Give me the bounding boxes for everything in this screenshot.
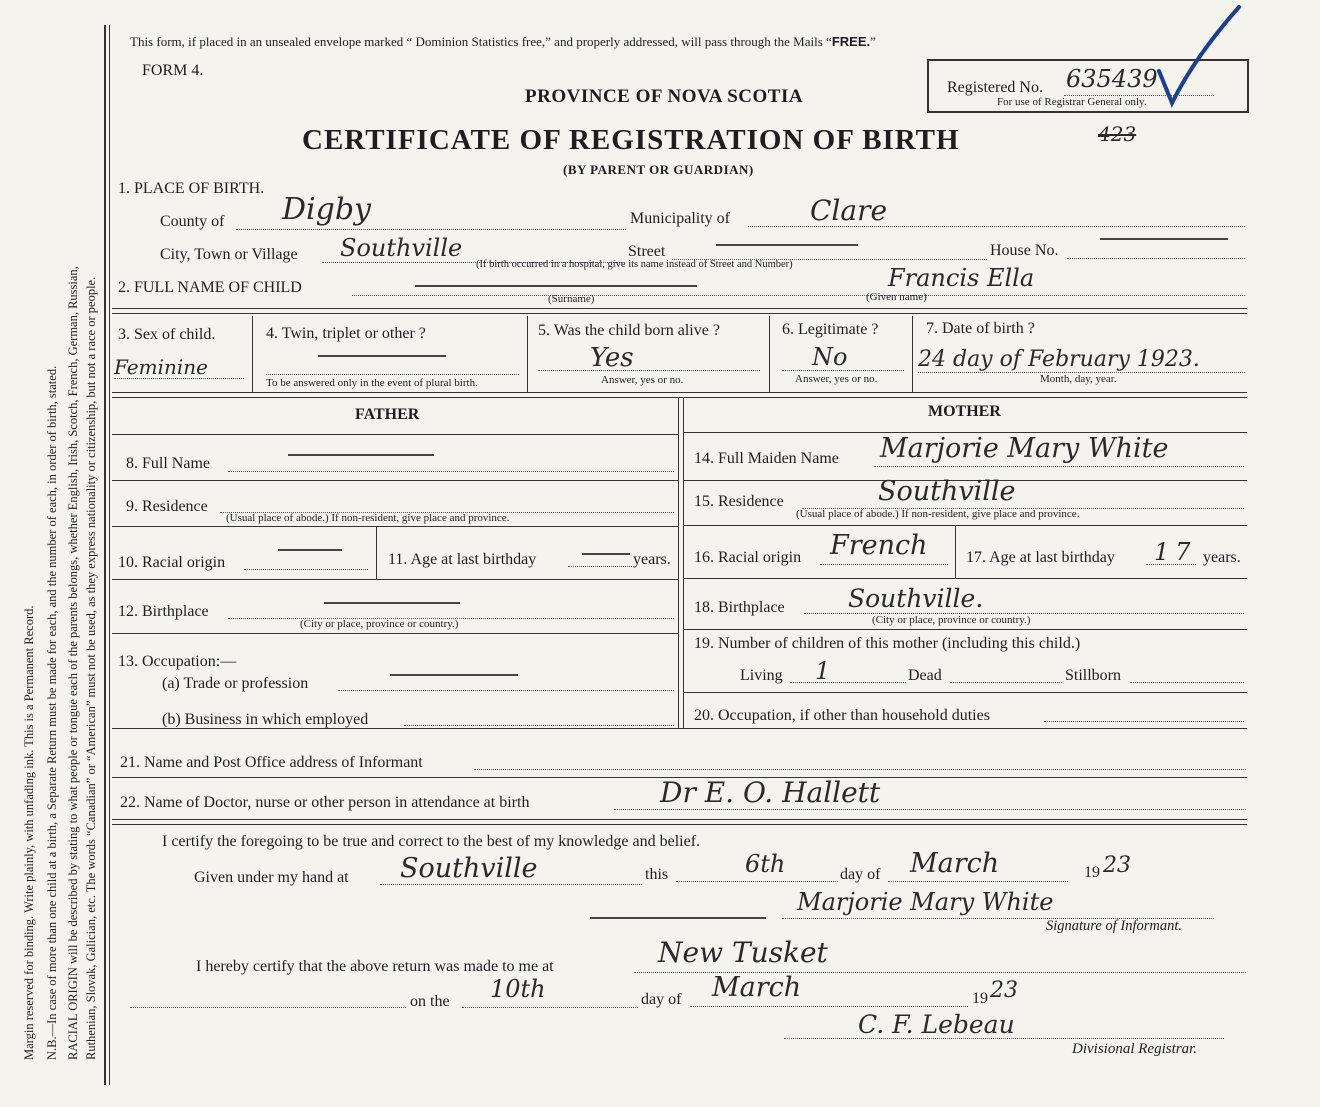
informant-signature: Marjorie Mary White [797, 888, 1054, 916]
informant-label: 21. Name and Post Office address of Informant [120, 754, 423, 771]
mother-birthplace-value: Southville. [848, 584, 984, 613]
mother-age-label: 17. Age at last birthday [966, 549, 1115, 566]
mother-dead-label: Dead [908, 667, 942, 684]
twin-note: To be answered only in the event of plural birth. [266, 377, 478, 389]
certificate-title: CERTIFICATE OF REGISTRATION OF BIRTH [302, 124, 960, 156]
given-name-caption: (Given name) [866, 291, 927, 303]
father-residence-note: (Usual place of abode.) If non-resident, give place and province. [226, 512, 510, 524]
mother-birthplace-note: (City or place, province or country.) [872, 614, 1031, 626]
doctor-value: Dr E. O. Hallett [660, 776, 881, 809]
registered-box [927, 59, 1249, 113]
registrar-place: New Tusket [658, 936, 828, 969]
alive-value: Yes [590, 343, 634, 373]
signature-caption: Signature of Informant. [1046, 918, 1183, 934]
binding-rule [104, 25, 106, 1085]
mother-residence-note: (Usual place of abode.) If non-resident, give place and province. [796, 508, 1080, 520]
doctor-label: 22. Name of Doctor, nurse or other person in attendance at birth [120, 794, 530, 811]
mother-racial-label: 16. Racial origin [694, 549, 802, 566]
dob-note: Month, day, year. [1040, 373, 1117, 385]
month-value: March [910, 848, 1000, 879]
margin-note-1: Margin reserved for binding. Write plainly, with unfading ink. This is a Permanent Record. [22, 605, 36, 1060]
municipality-label: Municipality of [630, 210, 730, 227]
registrar-note: For use of Registrar General only. [997, 96, 1147, 108]
registrar-signature: C. F. Lebeau [858, 1010, 1015, 1039]
father-residence-label: 9. Residence [126, 498, 208, 515]
registered-number: 635439 [1066, 65, 1158, 93]
mother-maiden-label: 14. Full Maiden Name [694, 450, 839, 467]
mother-residence-value: Southville [878, 476, 1016, 507]
year-value: 23 [1103, 853, 1131, 878]
father-age-label: 11. Age at last birthday [388, 551, 537, 568]
mother-residence-label: 15. Residence [694, 493, 784, 510]
this-label: this [645, 866, 669, 883]
mother-living-label: Living [740, 667, 783, 684]
mother-occupation-label: 20. Occupation, if other than household duties [694, 707, 990, 724]
mother-children-label: 19. Number of children of this mother (including this child.) [694, 635, 1081, 652]
legitimate-note: Answer, yes or no. [795, 373, 878, 385]
year-prefix: 19 [1084, 864, 1100, 881]
mother-maiden-value: Marjorie Mary White [880, 433, 1169, 464]
registration-year-prefix: 19 [972, 990, 988, 1007]
child-name-label: 2. FULL NAME OF CHILD [118, 279, 302, 296]
form-number: FORM 4. [142, 62, 204, 79]
registrar-caption: Divisional Registrar. [1072, 1041, 1198, 1057]
street-note: (If birth occurred in a hospital, give its name instead of Street and Number) [476, 259, 793, 270]
day-value: 6th [745, 850, 786, 878]
father-name-label: 8. Full Name [126, 455, 210, 472]
street-label: Street [628, 243, 666, 260]
child-given-name: Francis Ella [888, 264, 1035, 292]
dob-value: 24 day of February 1923. [918, 347, 1200, 372]
sex-label: 3. Sex of child. [118, 326, 216, 343]
registration-day: 10th [490, 975, 546, 1003]
registered-label: Registered No. [947, 79, 1043, 96]
on-the-label: on the [410, 993, 450, 1010]
check-mark-icon [1154, 3, 1244, 113]
mother-racial-value: French [830, 530, 928, 561]
registration-year: 23 [990, 978, 1018, 1003]
alive-label: 5. Was the child born alive ? [538, 322, 720, 339]
county-value: Digby [282, 192, 372, 227]
given-label: Given under my hand at [194, 869, 349, 886]
city-label: City, Town or Village [160, 246, 298, 263]
sex-value: Feminine [114, 355, 208, 379]
house-number-label: House No. [990, 242, 1059, 259]
legitimate-label: 6. Legitimate ? [782, 321, 879, 338]
place-of-birth-heading: 1. PLACE OF BIRTH. [118, 180, 265, 197]
province-title: PROVINCE OF NOVA SCOTIA [525, 86, 804, 107]
stamp-number: 423 [1098, 122, 1137, 146]
city-value: Southville [340, 234, 463, 262]
registration-month: March [712, 972, 802, 1003]
registrar-statement: I hereby certify that the above return was made to me at [196, 958, 554, 975]
given-place: Southville [400, 853, 538, 884]
margin-note-4: Ruthenian, Slovak, Galician, etc. The words “Canadian” or “American” must not be used, as they express nationality or citizenship, but not a race or people. [84, 276, 98, 1060]
mother-birthplace-label: 18. Birthplace [694, 599, 785, 616]
mother-stillborn-label: Stillborn [1065, 667, 1122, 684]
mother-age-value: 17 [1154, 538, 1197, 566]
day-of-label: day of [840, 866, 881, 883]
free-label: FREE. [831, 34, 871, 49]
mother-living-value: 1 [815, 657, 831, 685]
father-occupation-label: 13. Occupation:— [118, 653, 237, 670]
binding-rule-inner [109, 25, 110, 1085]
certificate-subtitle: (BY PARENT OR GUARDIAN) [563, 162, 754, 177]
mother-heading: MOTHER [928, 403, 1001, 420]
mother-age-years: years. [1203, 549, 1241, 566]
margin-note-2: N.B.—In case of more than one child at a birth, a Separate Return must be made for each, and the number of each, in order of birth, stated. [45, 365, 59, 1060]
father-trade-label: (a) Trade or profession [162, 675, 309, 692]
father-age-years: years. [633, 551, 671, 568]
father-birthplace-note: (City or place, province or country.) [300, 618, 459, 630]
father-birthplace-label: 12. Birthplace [118, 603, 209, 620]
margin-note-3: RACIAL ORIGIN will be described by stating to what people or tongue each of the parents belongs, whether English, Irish, Scotch, French, German, Russian, [66, 266, 80, 1060]
registration-day-of-label: day of [641, 991, 682, 1008]
dob-label: 7. Date of birth ? [926, 320, 1035, 337]
municipality-value: Clare [810, 194, 888, 227]
twin-label: 4. Twin, triplet or other ? [266, 325, 426, 342]
father-business-label: (b) Business in which employed [162, 711, 369, 728]
certify-statement: I certify the foregoing to be true and correct to the best of my knowledge and belief. [162, 833, 701, 850]
father-racial-label: 10. Racial origin [118, 554, 226, 571]
father-heading: FATHER [355, 406, 420, 423]
mail-note: This form, if placed in an unsealed envelope marked “ Dominion Statistics free,” and properly addressed, will pass through the Mails “FREE.” [130, 34, 876, 49]
alive-note: Answer, yes or no. [601, 374, 684, 386]
surname-caption: (Surname) [548, 293, 595, 305]
county-label: County of [160, 213, 225, 230]
legitimate-value: No [812, 343, 848, 371]
